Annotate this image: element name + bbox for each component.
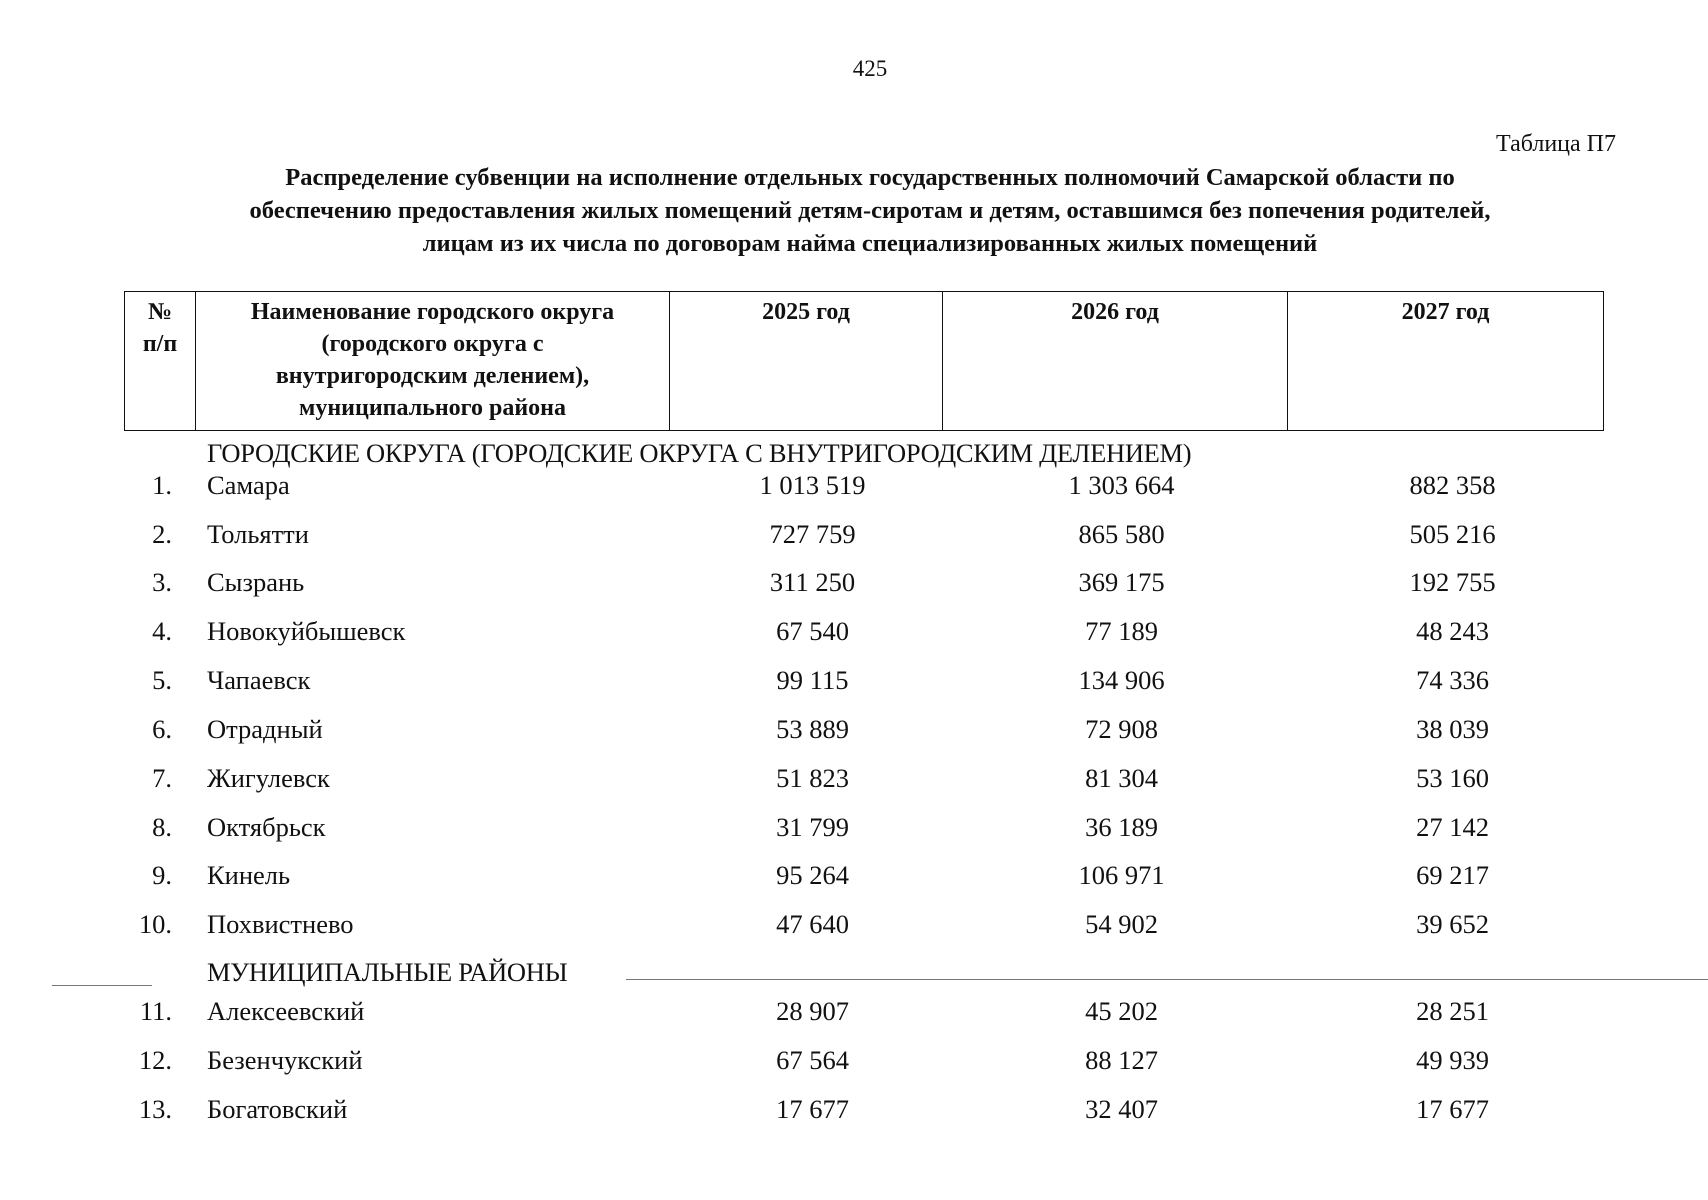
row-number: 2. [152, 519, 172, 549]
table-row [0, 714, 1708, 754]
row-name: Сызрань [207, 567, 305, 597]
row-value-2027: 192 755 [1409, 567, 1496, 597]
row-value-2026: 77 189 [1085, 616, 1158, 646]
row-number: 10. [138, 909, 172, 939]
row-number: 7. [152, 763, 172, 793]
row-value-2025: 28 907 [776, 996, 849, 1026]
row-value-2026: 54 902 [1085, 909, 1158, 939]
row-value-2026: 88 127 [1085, 1045, 1158, 1075]
row-name: Новокуйбышевск [207, 616, 406, 646]
header-number-abbrev: п/п [142, 331, 178, 357]
table-row [0, 665, 1708, 705]
header-name-line: внутригородским делением), [275, 363, 590, 389]
row-name: Алексеевский [207, 996, 365, 1026]
title-line: Распределение субвенции на исполнение отдельных государственных полномочий Самарской области по [285, 164, 1455, 191]
row-value-2026: 81 304 [1085, 763, 1158, 793]
row-number: 12. [138, 1045, 172, 1075]
table-row [0, 567, 1708, 607]
row-number: 9. [152, 860, 172, 890]
row-value-2025: 1 013 519 [759, 470, 866, 500]
row-value-2027: 27 142 [1416, 812, 1489, 842]
row-name: Кинель [207, 860, 291, 890]
row-number: 4. [152, 616, 172, 646]
row-value-2026: 134 906 [1078, 665, 1165, 695]
header-name-line: Наименование городского округа [250, 299, 615, 325]
row-value-2026: 865 580 [1078, 519, 1165, 549]
scan-rule-line [52, 985, 152, 986]
row-name: Похвистнево [207, 909, 354, 939]
row-value-2026: 36 189 [1085, 812, 1158, 842]
row-value-2027: 28 251 [1416, 996, 1489, 1026]
row-value-2025: 47 640 [776, 909, 849, 939]
section-heading-municipal-districts: МУНИЦИПАЛЬНЫЕ РАЙОНЫ [207, 957, 568, 987]
row-value-2025: 31 799 [776, 812, 849, 842]
row-value-2025: 17 677 [776, 1094, 849, 1124]
row-value-2027: 69 217 [1416, 860, 1489, 890]
row-value-2026: 369 175 [1078, 567, 1165, 597]
header-year-2027: 2027 год [1288, 292, 1604, 431]
row-number: 5. [152, 665, 172, 695]
row-number: 8. [152, 812, 172, 842]
scan-rule-line [626, 979, 1708, 980]
section-heading-city-districts: ГОРОДСКИЕ ОКРУГА (ГОРОДСКИЕ ОКРУГА С ВНУТРИГОРОДСКИМ ДЕЛЕНИЕМ) [207, 438, 1192, 468]
row-value-2027: 882 358 [1409, 470, 1496, 500]
row-number: 3. [152, 567, 172, 597]
table-row [0, 1094, 1708, 1134]
header-year-2026: 2026 год [943, 292, 1288, 431]
table-row [0, 616, 1708, 656]
row-value-2027: 48 243 [1416, 616, 1489, 646]
row-name: Отрадный [207, 714, 323, 744]
row-value-2025: 53 889 [776, 714, 849, 744]
header-name-line: (городского округа с [321, 331, 544, 357]
row-name: Богатовский [207, 1094, 348, 1124]
row-value-2027: 49 939 [1416, 1045, 1489, 1075]
header-number-symbol: № [147, 299, 173, 325]
row-number: 13. [138, 1094, 172, 1124]
title-line: обеспечению предоставления жилых помещений детям-сиротам и детям, оставшимся без попечения родителей, [249, 197, 1491, 224]
row-name: Жигулевск [207, 763, 330, 793]
table-row [0, 860, 1708, 900]
row-number: 1. [152, 470, 172, 500]
row-value-2027: 38 039 [1416, 714, 1489, 744]
row-value-2026: 1 303 664 [1068, 470, 1175, 500]
table-row [0, 470, 1708, 510]
title-line: лицам из их числа по договорам найма специализированных жилых помещений [422, 230, 1318, 257]
table-row [0, 909, 1708, 949]
row-value-2025: 95 264 [776, 860, 849, 890]
row-number: 11. [139, 996, 172, 1026]
row-value-2027: 505 216 [1409, 519, 1496, 549]
row-value-2027: 53 160 [1416, 763, 1489, 793]
row-name: Безенчукский [207, 1045, 363, 1075]
table-row [0, 1045, 1708, 1085]
row-value-2025: 99 115 [776, 665, 849, 695]
row-name: Октябрьск [207, 812, 326, 842]
row-value-2025: 67 540 [776, 616, 849, 646]
header-name-line: муниципального района [299, 395, 566, 421]
row-value-2026: 45 202 [1085, 996, 1158, 1026]
table-row [0, 763, 1708, 803]
row-value-2027: 74 336 [1416, 665, 1489, 695]
row-value-2026: 72 908 [1085, 714, 1158, 744]
row-value-2026: 106 971 [1078, 860, 1165, 890]
table-row [0, 996, 1708, 1036]
row-value-2027: 39 652 [1416, 909, 1489, 939]
row-value-2025: 727 759 [769, 519, 856, 549]
row-name: Тольятти [207, 519, 309, 549]
row-value-2027: 17 677 [1416, 1094, 1489, 1124]
row-value-2025: 67 564 [776, 1045, 849, 1075]
row-number: 6. [152, 714, 172, 744]
table-row [0, 519, 1708, 559]
row-value-2025: 311 250 [769, 567, 856, 597]
table-row [0, 812, 1708, 852]
row-value-2025: 51 823 [776, 763, 849, 793]
row-name: Самара [207, 470, 290, 500]
row-value-2026: 32 407 [1085, 1094, 1158, 1124]
page-number: 425 [852, 56, 888, 81]
header-year-2025: 2025 год [670, 292, 943, 431]
row-name: Чапаевск [207, 665, 311, 695]
table-label: Таблица П7 [1496, 131, 1616, 157]
